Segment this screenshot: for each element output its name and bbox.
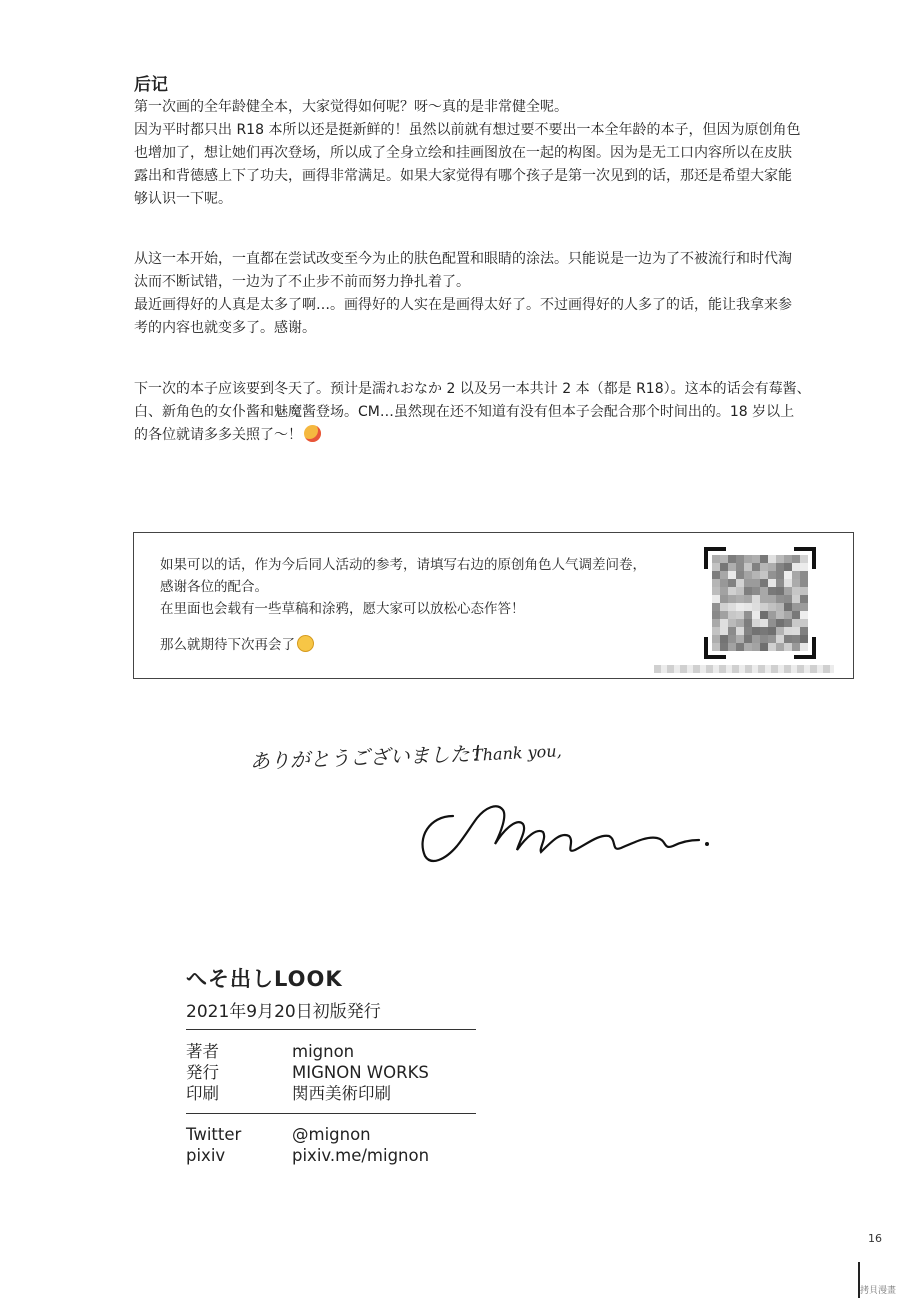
qr-cell: [792, 563, 800, 571]
qr-cell: [728, 555, 736, 563]
qr-cell: [744, 571, 752, 579]
social-links: [186, 1114, 476, 1166]
qr-cell: [776, 579, 784, 587]
text-line: 第一次画的全年龄健全本，大家觉得如何呢？呀～真的是非常健全呢。: [134, 99, 568, 115]
qr-cell: [744, 611, 752, 619]
farewell-text: 那么就期待下次再会了: [160, 637, 295, 653]
qr-cell: [760, 627, 768, 635]
qr-cell: [800, 563, 808, 571]
credit-value: MIGNON WORKS: [292, 1063, 429, 1082]
qr-cell: [800, 611, 808, 619]
qr-cell: [720, 563, 728, 571]
credit-row-publisher: [186, 1062, 476, 1083]
blurred-url-caption: [654, 665, 834, 673]
qr-cell: [712, 627, 720, 635]
qr-cell: [744, 595, 752, 603]
qr-cell: [760, 595, 768, 603]
qr-cell: [712, 643, 720, 651]
qr-cell: [736, 579, 744, 587]
qr-cell: [720, 603, 728, 611]
qr-cell: [768, 579, 776, 587]
qr-cell: [784, 571, 792, 579]
qr-cell: [744, 627, 752, 635]
survey-text-line: 如果可以的话，作为今后同人活动的参考，请填写右边的原创角色人气调差问卷，: [160, 557, 646, 573]
qr-cell: [760, 563, 768, 571]
svg-text:ありがとうございました！: ありがとうございました！: [249, 741, 491, 774]
qr-cell: [776, 587, 784, 595]
qr-cell: [784, 563, 792, 571]
qr-cell: [760, 611, 768, 619]
qr-cell: [720, 627, 728, 635]
qr-cell: [800, 643, 808, 651]
qr-cell: [768, 563, 776, 571]
social-row-pixiv: [186, 1145, 476, 1166]
qr-cell: [760, 643, 768, 651]
survey-text-line: 在里面也会载有一些草稿和涂鸦，愿大家可以放松心态作答！: [160, 601, 525, 617]
qr-cell: [752, 595, 760, 603]
qr-code-icon[interactable]: [704, 547, 816, 659]
qr-cell: [776, 563, 784, 571]
qr-cell: [760, 579, 768, 587]
qr-cell: [792, 571, 800, 579]
qr-cell: [736, 635, 744, 643]
qr-cell: [736, 595, 744, 603]
text-line: 汰而不断试错，一边为了不止步不前而努力挣扎着了。: [134, 274, 470, 290]
qr-cell: [720, 595, 728, 603]
sweat-smile-emoji-icon: [304, 425, 321, 442]
text-line: 也增加了，想让她们再次登场，所以成了全身立绘和挂画图放在一起的构图。因为是无工口内容所以在皮肤: [134, 145, 792, 161]
qr-cell: [784, 635, 792, 643]
farewell-line: [160, 633, 314, 653]
qr-cell: [768, 603, 776, 611]
qr-cell: [784, 611, 792, 619]
qr-cell: [776, 611, 784, 619]
qr-cell: [784, 579, 792, 587]
qr-cell: [768, 555, 776, 563]
qr-cell: [736, 619, 744, 627]
handwritten-thanks: [248, 733, 588, 777]
qr-cell: [744, 643, 752, 651]
paragraph-2: [134, 248, 854, 340]
qr-cell: [728, 563, 736, 571]
qr-cell: [720, 619, 728, 627]
qr-cell: [720, 555, 728, 563]
signature-mignon: [415, 790, 715, 870]
text-line: 露出和背德感上下了功夫，画得非常满足。如果大家觉得有哪个孩子是第一次见到的话，那还是希望大家能: [134, 168, 792, 184]
qr-cell: [744, 555, 752, 563]
credit-label: 印刷: [186, 1084, 219, 1103]
qr-cell: [752, 643, 760, 651]
social-row-twitter: [186, 1124, 476, 1145]
qr-cell: [784, 595, 792, 603]
qr-cell: [736, 563, 744, 571]
qr-cell: [784, 587, 792, 595]
qr-cell: [784, 643, 792, 651]
paragraph-1: [134, 96, 854, 211]
qr-cell: [792, 603, 800, 611]
qr-cell: [792, 627, 800, 635]
qr-cell: [792, 611, 800, 619]
qr-cell: [720, 643, 728, 651]
afterword-heading: 后记: [134, 75, 168, 95]
credit-row-printer: [186, 1083, 476, 1104]
qr-cell: [712, 563, 720, 571]
qr-cell: [720, 587, 728, 595]
qr-cell: [792, 619, 800, 627]
qr-cell: [720, 579, 728, 587]
qr-cell: [752, 579, 760, 587]
text-line: 最近画得好的人真是太多了啊…。画得好的人实在是画得太好了。不过画得好的人多了的话，能让我拿来参: [134, 297, 792, 313]
qr-cell: [768, 635, 776, 643]
qr-cell: [800, 579, 808, 587]
qr-cell: [760, 587, 768, 595]
qr-cell: [728, 595, 736, 603]
paragraph-3: [134, 378, 854, 447]
qr-cell: [792, 595, 800, 603]
qr-cell: [712, 603, 720, 611]
qr-cell: [736, 603, 744, 611]
qr-cell: [712, 611, 720, 619]
qr-cell: [760, 571, 768, 579]
credit-value: mignon: [292, 1042, 355, 1061]
qr-cell: [760, 603, 768, 611]
qr-cell: [720, 611, 728, 619]
text-line: 白、新角色的女仆酱和魅魔酱登场。CM…虽然现在还不知道有没有但本子会配合那个时间出的。18 岁以上: [134, 404, 795, 420]
qr-cell: [800, 603, 808, 611]
qr-cell: [776, 603, 784, 611]
qr-cell: [712, 635, 720, 643]
qr-cell: [800, 627, 808, 635]
qr-cell: [728, 571, 736, 579]
qr-cell: [776, 555, 784, 563]
qr-cell: [752, 635, 760, 643]
qr-cell: [744, 635, 752, 643]
social-label: Twitter: [186, 1125, 242, 1144]
qr-cell: [792, 555, 800, 563]
qr-cell: [792, 635, 800, 643]
text-line-content: 的各位就请多多关照了～！: [134, 427, 302, 443]
qr-cell: [736, 587, 744, 595]
pixiv-url-link[interactable]: pixiv.me/mignon: [292, 1146, 430, 1165]
qr-cell: [784, 555, 792, 563]
qr-cell: [712, 619, 720, 627]
qr-cell: [800, 571, 808, 579]
qr-cell: [728, 619, 736, 627]
qr-cell: [752, 619, 760, 627]
qr-cell: [752, 587, 760, 595]
qr-cell: [776, 595, 784, 603]
qr-cell: [752, 627, 760, 635]
text-line: [134, 424, 854, 447]
qr-cell: [752, 563, 760, 571]
qr-cell: [728, 603, 736, 611]
svg-text:Thank you,: Thank you,: [471, 741, 563, 765]
twitter-handle-link[interactable]: @mignon: [292, 1125, 371, 1144]
qr-cell: [800, 587, 808, 595]
qr-cell: [728, 627, 736, 635]
qr-cell: [760, 635, 768, 643]
qr-cell: [752, 571, 760, 579]
qr-cell: [768, 587, 776, 595]
qr-cell: [768, 627, 776, 635]
publish-date: 2021年9月20日初版発行: [186, 1002, 381, 1022]
qr-cell: [744, 579, 752, 587]
qr-cell: [768, 611, 776, 619]
qr-cell: [752, 555, 760, 563]
credits: [186, 1030, 476, 1113]
qr-cell: [712, 579, 720, 587]
survey-box: [133, 532, 854, 679]
qr-cell: [744, 619, 752, 627]
qr-cell: [760, 555, 768, 563]
credit-value: 関西美術印刷: [292, 1084, 391, 1103]
qr-cell: [768, 619, 776, 627]
qr-cell: [776, 571, 784, 579]
wink-emoji-icon: [297, 635, 314, 652]
book-title: へそ出しLOOK: [186, 967, 343, 991]
qr-cell: [712, 571, 720, 579]
qr-cell: [736, 627, 744, 635]
qr-cell: [800, 595, 808, 603]
qr-cell: [720, 571, 728, 579]
qr-cell: [776, 643, 784, 651]
credit-row-author: [186, 1041, 476, 1062]
text-line: 考的内容也就变多了。感谢。: [134, 320, 316, 336]
qr-cell: [800, 619, 808, 627]
qr-cell: [776, 635, 784, 643]
qr-cell: [744, 603, 752, 611]
social-label: pixiv: [186, 1146, 226, 1165]
qr-cell: [728, 635, 736, 643]
qr-cell: [800, 555, 808, 563]
qr-cell: [768, 643, 776, 651]
colophon: [186, 963, 476, 1166]
qr-cell: [744, 587, 752, 595]
credit-label: 著者: [186, 1042, 219, 1061]
credit-label: 発行: [186, 1063, 219, 1082]
qr-cell: [736, 571, 744, 579]
qr-cell: [784, 619, 792, 627]
qr-cell: [760, 619, 768, 627]
qr-cell: [736, 643, 744, 651]
qr-cell: [768, 595, 776, 603]
qr-cell: [776, 619, 784, 627]
text-line: 因为平时都只出 R18 本所以还是挺新鲜的！虽然以前就有想过要不要出一本全年龄的本子，但因为原创角色: [134, 122, 801, 138]
qr-cell: [736, 611, 744, 619]
qr-cell: [784, 627, 792, 635]
qr-cell: [752, 603, 760, 611]
qr-cell: [776, 627, 784, 635]
qr-cell: [792, 579, 800, 587]
qr-cell: [736, 555, 744, 563]
text-line: 够认识一下呢。: [134, 191, 232, 207]
watermark: 拷貝漫畫: [860, 1286, 897, 1296]
qr-cell: [752, 611, 760, 619]
page-number: 16: [868, 1232, 882, 1245]
qr-cell: [792, 643, 800, 651]
qr-cell: [744, 563, 752, 571]
qr-cell: [728, 579, 736, 587]
qr-cell: [792, 587, 800, 595]
qr-cell: [800, 635, 808, 643]
qr-cell: [784, 603, 792, 611]
qr-cell: [712, 555, 720, 563]
qr-cell: [720, 635, 728, 643]
qr-cell: [728, 643, 736, 651]
survey-text-line: 感谢各位的配合。: [160, 579, 268, 595]
qr-cell: [728, 611, 736, 619]
qr-cell: [768, 571, 776, 579]
text-line: 从这一本开始，一直都在尝试改变至今为止的肤色配置和眼睛的涂法。只能说是一边为了不被流行和时代淘: [134, 251, 792, 267]
qr-cell: [712, 595, 720, 603]
text-line: 下一次的本子应该要到冬天了。预计是濡れおなか 2 以及另一本共计 2 本（都是 R18）。这本的话会有莓酱、: [134, 381, 811, 397]
qr-cell: [728, 587, 736, 595]
qr-cell: [712, 587, 720, 595]
